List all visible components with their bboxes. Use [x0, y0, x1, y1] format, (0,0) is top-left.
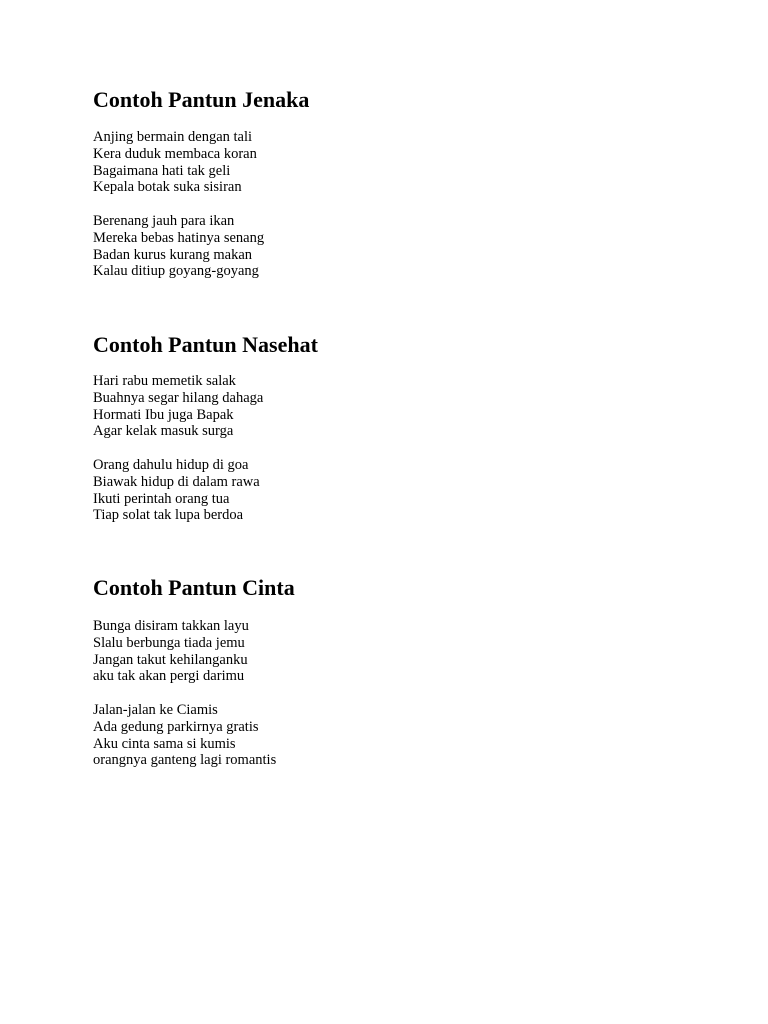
verse-line: orangnya ganteng lagi romantis	[93, 752, 277, 769]
stanza	[93, 618, 249, 685]
verse-line: Agar kelak masuk surga	[93, 423, 234, 440]
stanza	[93, 457, 260, 524]
section-title: Contoh Pantun Nasehat	[93, 332, 318, 357]
stanza	[93, 702, 276, 769]
verse-line: Aku cinta sama si kumis	[93, 735, 236, 752]
stanza	[93, 213, 264, 280]
section-title: Contoh Pantun Jenaka	[93, 87, 310, 112]
verse-line: Anjing bermain dengan tali	[93, 129, 253, 145]
verse-line: Hari rabu memetik salak	[93, 373, 236, 389]
verse-line: Slalu berbunga tiada jemu	[93, 634, 245, 651]
verse-line: Buahnya segar hilang dahaga	[93, 389, 264, 406]
section-title: Contoh Pantun Cinta	[93, 575, 295, 600]
verse-line: Ikuti perintah orang tua	[93, 490, 230, 507]
section-pantun-nasehat	[93, 332, 713, 524]
verse-line: Kera duduk membaca koran	[93, 145, 257, 162]
verse-line: Kalau ditiup goyang-goyang	[93, 263, 259, 280]
verse-line: Badan kurus kurang makan	[93, 246, 253, 263]
verse-line: Mereka bebas hatinya senang	[93, 229, 265, 246]
verse-line: aku tak akan pergi darimu	[93, 668, 245, 685]
verse-line: Jangan takut kehilanganku	[93, 651, 248, 668]
verse-line: Hormati Ibu juga Bapak	[93, 406, 234, 423]
section-pantun-cinta	[93, 575, 713, 769]
verse-line: Ada gedung parkirnya gratis	[93, 718, 259, 735]
verse-line: Orang dahulu hidup di goa	[93, 457, 249, 473]
verse-line: Kepala botak suka sisiran	[93, 179, 242, 196]
verse-line: Bagaimana hati tak geli	[93, 162, 231, 179]
verse-line: Biawak hidup di dalam rawa	[93, 473, 260, 490]
stanza	[93, 129, 257, 196]
verse-line: Tiap solat tak lupa berdoa	[93, 507, 244, 524]
verse-line: Bunga disiram takkan layu	[93, 618, 249, 634]
section-pantun-jenaka	[93, 87, 713, 280]
verse-line: Jalan-jalan ke Ciamis	[93, 702, 218, 718]
stanza	[93, 373, 263, 440]
verse-line: Berenang jauh para ikan	[93, 213, 235, 229]
